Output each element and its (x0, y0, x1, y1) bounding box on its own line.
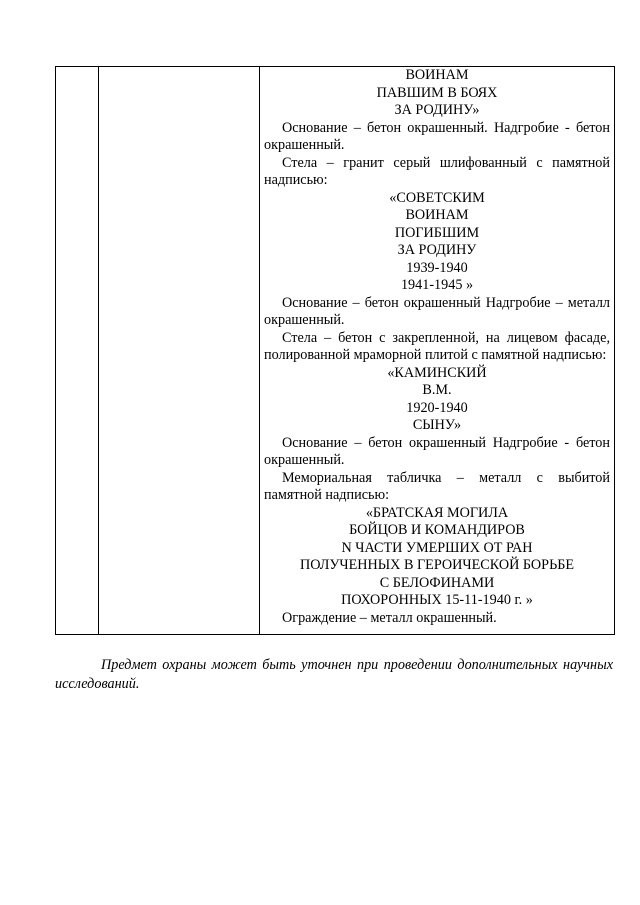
description-paragraph: Стела – бетон с закрепленной, на лицевом фасаде, полированной мраморной плитой с памятной надписью: (264, 329, 610, 363)
description-cell (264, 67, 610, 627)
description-paragraph: Основание – бетон окрашенный. Надгробие - бетон окрашенный. (264, 119, 610, 153)
inscription-line: В.М. (422, 382, 452, 398)
description-paragraph: Основание – бетон окрашенный Надгробие - бетон окрашенный. (264, 434, 610, 468)
column-divider (259, 67, 260, 634)
inscription-line: ВОИНАМ (405, 207, 469, 223)
monument-table (55, 66, 615, 635)
inscription-line: С БЕЛОФИНАМИ (379, 574, 495, 591)
inscription-line: N ЧАСТИ УМЕРШИХ ОТ РАН (341, 539, 533, 556)
inscription-line: ЗА РОДИНУ (397, 242, 477, 258)
inscription-line: ЗА РОДИНУ» (394, 102, 480, 118)
inscription-line: ПОХОРОННЫХ 15-11-1940 г. » (341, 592, 533, 608)
description-paragraph: Стела – гранит серый шлифованный с памятной надписью: (264, 154, 610, 188)
inscription-line: БОЙЦОВ И КОМАНДИРОВ (349, 522, 525, 538)
description-paragraph: Ограждение – металл окрашенный. (282, 609, 497, 626)
inscription-line: СЫНУ» (412, 417, 462, 433)
inscription-line: ПАВШИМ В БОЯХ (376, 84, 498, 101)
inscription-line: 1941-1945 » (400, 277, 474, 293)
column-divider (98, 67, 99, 634)
inscription-line: 1920-1940 (406, 399, 468, 416)
inscription-line: ПОГИБШИМ (394, 224, 480, 241)
inscription-line: 1939-1940 (406, 259, 468, 276)
inscription-line: «КАМИНСКИЙ (387, 364, 487, 381)
inscription-line: «БРАТСКАЯ МОГИЛА (365, 504, 509, 521)
inscription-line: ПОЛУЧЕННЫХ В ГЕРОИЧЕСКОЙ БОРЬБЕ (299, 557, 575, 573)
description-paragraph: Мемориальная табличка – металл с выбитой памятной надписью: (264, 469, 610, 503)
inscription-line: «СОВЕТСКИМ (389, 189, 485, 206)
inscription-line: ВОИНАМ (405, 67, 469, 83)
description-paragraph: Основание – бетон окрашенный Надгробие – металл окрашенный. (264, 294, 610, 328)
footnote: Предмет охраны может быть уточнен при проведении дополнительных научных исследований. (55, 657, 613, 692)
